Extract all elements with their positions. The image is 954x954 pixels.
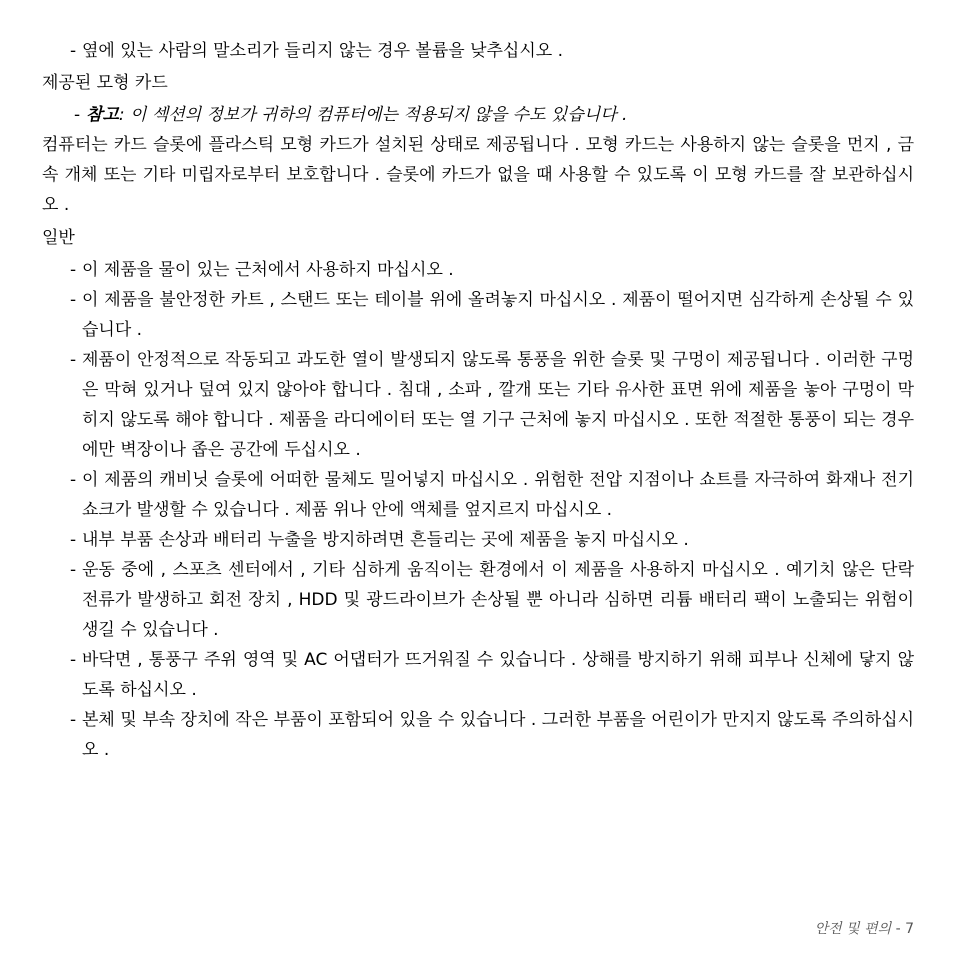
bullet-dash: - — [70, 560, 77, 580]
general-list-item — [42, 555, 914, 645]
note-dash: - — [74, 105, 81, 125]
note — [42, 100, 914, 130]
bullet-dash: - — [70, 470, 77, 490]
dummy-card-paragraph: 컴퓨터는 카드 슬롯에 플라스틱 모형 카드가 설치된 상태로 제공됩니다 . 모형 카드는 사용하지 않는 슬롯을 먼지 , 금속 개체 또는 기타 미립자로부터 보호합니다 . 슬롯에 카드가 없을 때 사용할 수 있도록 이 모형 카드를 잘 보관하십시오 . — [42, 135, 914, 215]
bullet-dash: - — [70, 41, 77, 61]
bullet-dash: - — [70, 530, 77, 550]
bullet-text: 운동 중에 , 스포츠 센터에서 , 기타 심하게 움직이는 환경에서 이 제품을 사용하지 마십시오 . 예기치 않은 단락 전류가 발생하고 회전 장치 , HDD 및 광드라이브가 손상될 뿐 아니라 심하면 리튬 배터리 팩이 노출되는 위험이 생길 수 있습니다 . — [82, 560, 914, 640]
page-number: 7 — [905, 921, 914, 937]
page-footer — [815, 918, 914, 938]
general-list-item — [42, 255, 914, 285]
bullet-text: 본체 및 부속 장치에 작은 부품이 포함되어 있을 수 있습니다 . 그러한 부품을 어린이가 만지지 않도록 주의하십시오 . — [82, 710, 914, 760]
bullet-dash: - — [70, 650, 77, 670]
footer-separator: - — [891, 921, 906, 937]
general-list — [42, 255, 914, 765]
bullet-dash: - — [70, 290, 77, 310]
document-page — [42, 36, 914, 765]
bullet-dash: - — [70, 350, 77, 370]
footer-section: 안전 및 편의 — [814, 921, 892, 937]
general-list-item — [42, 645, 914, 705]
general-list-item — [42, 705, 914, 765]
bullet-text: 바닥면 , 통풍구 주위 영역 및 AC 어댑터가 뜨거워질 수 있습니다 . 상해를 방지하기 위해 피부나 신체에 닿지 않도록 하십시오 . — [82, 650, 914, 700]
bullet-text: 내부 부품 손상과 배터리 누출을 방지하려면 흔들리는 곳에 제품을 놓지 마십시오 . — [82, 530, 689, 550]
bullet-text: 제품이 안정적으로 작동되고 과도한 열이 발생되지 않도록 통풍을 위한 슬롯 및 구멍이 제공됩니다 . 이러한 구멍은 막혀 있거나 덮여 있지 않아야 합니다 . 침대 , 소파 , 깔개 또는 기타 유사한 표면 위에 제품을 놓아 구멍이 막히지 않도록 해야 합니다 . 제품을 라디에이터 또는 열 기구 근처에 놓지 마십시오 . 또한 적절한 통풍이 되는 경우에만 벽장이나 좁은 공간에 두십시오 . — [82, 350, 914, 460]
note-label: 참고 — [86, 105, 119, 125]
section-heading-general: 일반 — [42, 228, 75, 248]
bullet-text: 옆에 있는 사람의 말소리가 들리지 않는 경우 볼륨을 낮추십시오 . — [82, 41, 564, 61]
general-list-item — [42, 525, 914, 555]
bullet-text: 이 제품을 불안정한 카트 , 스탠드 또는 테이블 위에 올려놓지 마십시오 . 제품이 떨어지면 심각하게 손상될 수 있습니다 . — [82, 290, 914, 340]
bullet-dash: - — [70, 260, 77, 280]
bullet-text: 이 제품의 캐비닛 슬롯에 어떠한 물체도 밀어넣지 마십시오 . 위험한 전압 지점이나 쇼트를 자극하여 화재나 전기 쇼크가 발생할 수 있습니다 . 제품 위나 안에 액체를 엎지르지 마십시오 . — [82, 470, 914, 520]
note-text: : 이 섹션의 정보가 귀하의 컴퓨터에는 적용되지 않을 수도 있습니다 . — [118, 105, 628, 125]
section-heading-dummy-card: 제공된 모형 카드 — [42, 73, 168, 93]
general-list-item — [42, 465, 914, 525]
bullet-item — [42, 36, 914, 66]
bullet-dash: - — [70, 710, 77, 730]
general-list-item — [42, 345, 914, 465]
general-list-item — [42, 285, 914, 345]
bullet-text: 이 제품을 물이 있는 근처에서 사용하지 마십시오 . — [82, 260, 454, 280]
